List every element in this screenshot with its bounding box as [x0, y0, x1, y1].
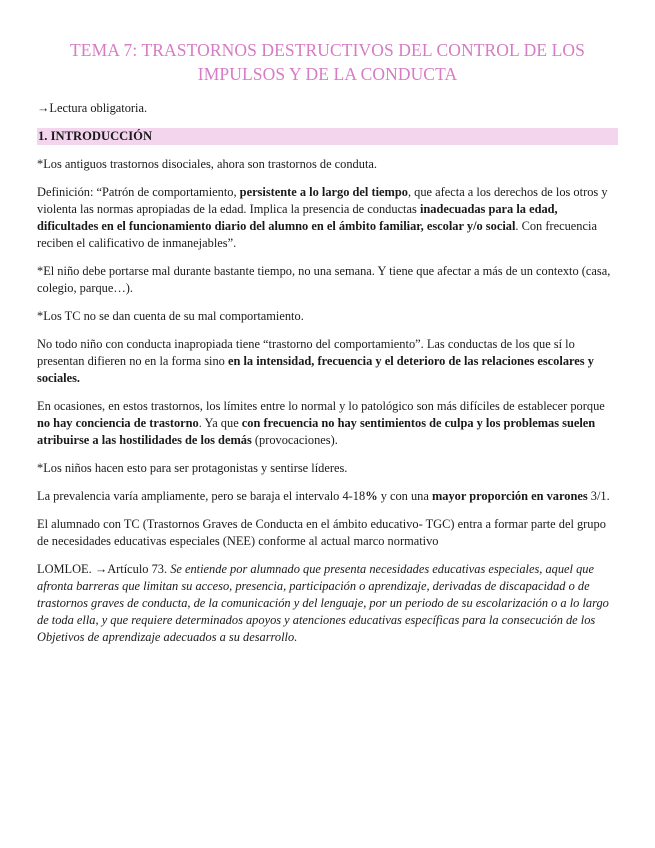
paragraph-prevalencia — [37, 488, 618, 505]
text-run: y con una — [377, 489, 432, 503]
text-run: Definición: “Patrón de comportamiento, — [37, 185, 240, 199]
paragraph-trastornos-disociales: *Los antiguos trastornos disociales, ahora son trastornos de conduta. — [37, 157, 377, 171]
text-run: No todo niño con conducta inapropiada tiene “trastorno del comportamiento”. Las conductas de los que sí lo presentan difieren no en la forma sino — [37, 337, 575, 368]
paragraph-no-se-dan-cuenta: *Los TC no se dan cuenta de su mal comportamiento. — [37, 309, 304, 323]
page-title — [37, 38, 618, 86]
bold-run: en la intensidad, frecuencia y el deterioro de las relaciones escolares y sociales. — [37, 354, 594, 385]
paragraph-lomloe — [37, 561, 618, 646]
paragraph-protagonistas: *Los niños hacen esto para ser protagonistas y sentirse líderes. — [37, 461, 348, 475]
bold-run: con frecuencia no hay sentimientos de culpa y los problemas suelen atribuirse a las hostilidades de los demás — [37, 416, 596, 447]
reading-note: →Lectura obligatoria. — [37, 101, 148, 115]
text-run: 3/1. — [587, 489, 610, 503]
paragraph-limites — [37, 398, 618, 449]
bold-run: no hay conciencia de trastorno — [37, 416, 199, 430]
text-run: , que afecta a los derechos de los otros y violenta las normas apropiadas de la edad. Implica la presencia de conductas — [37, 185, 608, 216]
paragraph-definicion — [37, 184, 618, 252]
paragraph-portarse-mal: *El niño debe portarse mal durante bastante tiempo, no una semana. Y tiene que afectar a más de un contexto (casa, colegio, parque…). — [37, 264, 611, 295]
text-run: La prevalencia varía ampliamente, pero se baraja el intervalo 4-18 — [37, 489, 366, 503]
text-run: LOMLOE. →Artículo 73. — [37, 562, 171, 576]
text-run: En ocasiones, en estos trastornos, los límites entre lo normal y lo patológico son más difíciles de establecer porque — [37, 399, 605, 413]
bold-run: persistente a lo largo del tiempo — [239, 185, 408, 199]
text-run: . Ya que — [198, 416, 242, 430]
italic-quote: Se entiende por alumnado que presenta necesidades educativas especiales, aquel que afronta barreras que limitan su acceso, presencia, participación o aprendizaje, derivadas de discapacidad o de trastornos graves de conducta, de la comunicación y del lenguaje, por un periodo de su escolarización o a lo largo de toda ella, y que requiere determinados apoyos y atenciones educativas específicas para la consecución de los Objetivos de aprendizaje adecuados a su desarrollo. — [37, 562, 609, 644]
text-run: (provocaciones). — [251, 433, 338, 447]
title-line-1: TEMA 7: TRASTORNOS DESTRUCTIVOS DEL CONTROL DE LOS — [70, 40, 585, 60]
paragraph-alumnado-tc: El alumnado con TC (Trastornos Graves de Conducta en el ámbito educativo- TGC) entra a formar parte del grupo de necesidades educativas especiales (NEE) conforme al actual marco normativo — [37, 517, 606, 548]
title-line-2: IMPULSOS Y DE LA CONDUCTA — [197, 64, 458, 84]
bold-run: mayor proporción en varones — [431, 489, 588, 503]
section-heading-introduccion: 1. INTRODUCCIÓN — [37, 128, 618, 145]
paragraph-conducta-inapropiada — [37, 336, 618, 387]
bold-run: inadecuadas para la edad, dificultades en el funcionamiento diario del alumno en el ámbito familiar, escolar y/o social — [37, 202, 558, 233]
bold-run: % — [365, 489, 378, 503]
text-run: . Con frecuencia reciben el calificativo de inmanejables”. — [37, 219, 597, 250]
